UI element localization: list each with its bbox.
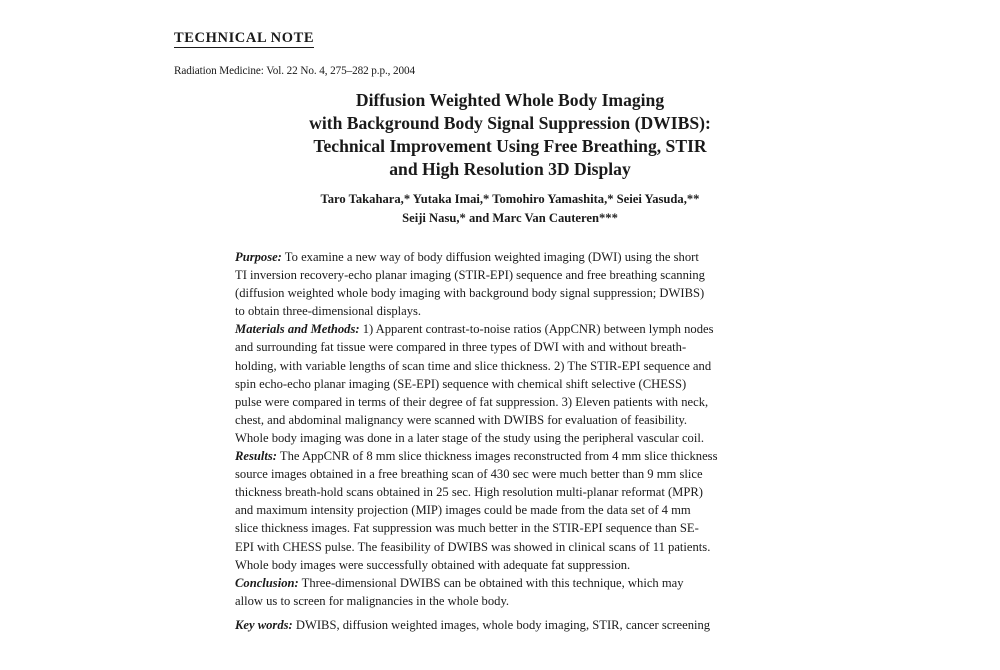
abstract-line: TI inversion recovery-echo planar imaging (STIR-EPI) sequence and free breathing scanning bbox=[235, 268, 705, 283]
abstract-line: spin echo-echo planar imaging (SE-EPI) sequence with chemical shift selective (CHESS) bbox=[235, 376, 687, 391]
abstract-line: source images obtained in a free breathing scan of 430 sec were much better than 9 mm slice bbox=[235, 467, 703, 482]
author-list bbox=[250, 190, 770, 228]
abstract-line: to obtain three-dimensional displays. bbox=[235, 304, 422, 319]
title-line: Technical Improvement Using Free Breathing, STIR bbox=[313, 136, 707, 156]
abstract-line: and surrounding fat tissue were compared in three types of DWI with and without breath- bbox=[235, 340, 687, 355]
conclusion-text: Three-dimensional DWIBS can be obtained with this technique, which may bbox=[298, 575, 684, 590]
methods-label: Materials and Methods: bbox=[235, 322, 360, 337]
abstract-line: and maximum intensity projection (MIP) images could be made from the data set of 4 mm bbox=[235, 503, 691, 518]
abstract-line: holding, with variable lengths of scan time and slice thickness. 2) The STIR-EPI sequence and bbox=[235, 358, 712, 373]
abstract bbox=[235, 248, 795, 610]
journal-citation: Radiation Medicine: Vol. 22 No. 4, 275–282 p.p., 2004 bbox=[174, 65, 416, 77]
abstract-line: Whole body imaging was done in a later stage of the study using the peripheral vascular coil. bbox=[235, 430, 704, 445]
paper-title bbox=[250, 89, 770, 181]
methods-text: 1) Apparent contrast-to-noise ratios (AppCNR) between lymph nodes bbox=[359, 322, 714, 337]
author-line: Taro Takahara,* Yutaka Imai,* Tomohiro Yamashita,* Seiei Yasuda,** bbox=[320, 192, 700, 206]
conclusion-label: Conclusion: bbox=[235, 575, 299, 590]
abstract-line bbox=[235, 320, 795, 338]
results-label: Results: bbox=[235, 449, 277, 464]
title-line: and High Resolution 3D Display bbox=[389, 159, 631, 179]
abstract-line: chest, and abdominal malignancy were scanned with DWIBS for evaluation of feasibility. bbox=[235, 412, 688, 427]
abstract-line bbox=[235, 248, 795, 266]
keywords-label: Key words: bbox=[235, 618, 293, 632]
abstract-line: Whole body images were successfully obtained with adequate fat suppression. bbox=[235, 557, 631, 572]
abstract-line bbox=[235, 447, 795, 465]
abstract-line bbox=[235, 574, 795, 592]
abstract-line: (diffusion weighted whole body imaging with background body signal suppression; DWIBS) bbox=[235, 286, 705, 301]
author-line: Seiji Nasu,* and Marc Van Cauteren*** bbox=[402, 211, 618, 225]
abstract-line: EPI with CHESS pulse. The feasibility of DWIBS was showed in clinical scans of 11 patients. bbox=[235, 539, 711, 554]
abstract-line: thickness breath-hold scans obtained in 25 sec. High resolution multi-planar reformat (MPR) bbox=[235, 485, 703, 500]
section-heading: TECHNICAL NOTE bbox=[174, 30, 315, 46]
abstract-line: pulse were compared in terms of their degree of fat suppression. 3) Eleven patients with neck, bbox=[235, 394, 709, 409]
abstract-line: slice thickness images. Fat suppression was much better in the STIR-EPI sequence than SE- bbox=[235, 521, 699, 536]
keywords-text: DWIBS, diffusion weighted images, whole body imaging, STIR, cancer screening bbox=[292, 618, 711, 632]
title-line: with Background Body Signal Suppression (DWIBS): bbox=[309, 113, 711, 133]
title-line: Diffusion Weighted Whole Body Imaging bbox=[355, 90, 665, 110]
keywords bbox=[235, 616, 835, 634]
purpose-label: Purpose: bbox=[235, 250, 282, 264]
abstract-line: allow us to screen for malignancies in the whole body. bbox=[235, 593, 510, 608]
results-text: The AppCNR of 8 mm slice thickness images reconstructed from 4 mm slice thickness bbox=[277, 449, 718, 464]
purpose-text: To examine a new way of body diffusion weighted imaging (DWI) using the short bbox=[281, 250, 699, 264]
